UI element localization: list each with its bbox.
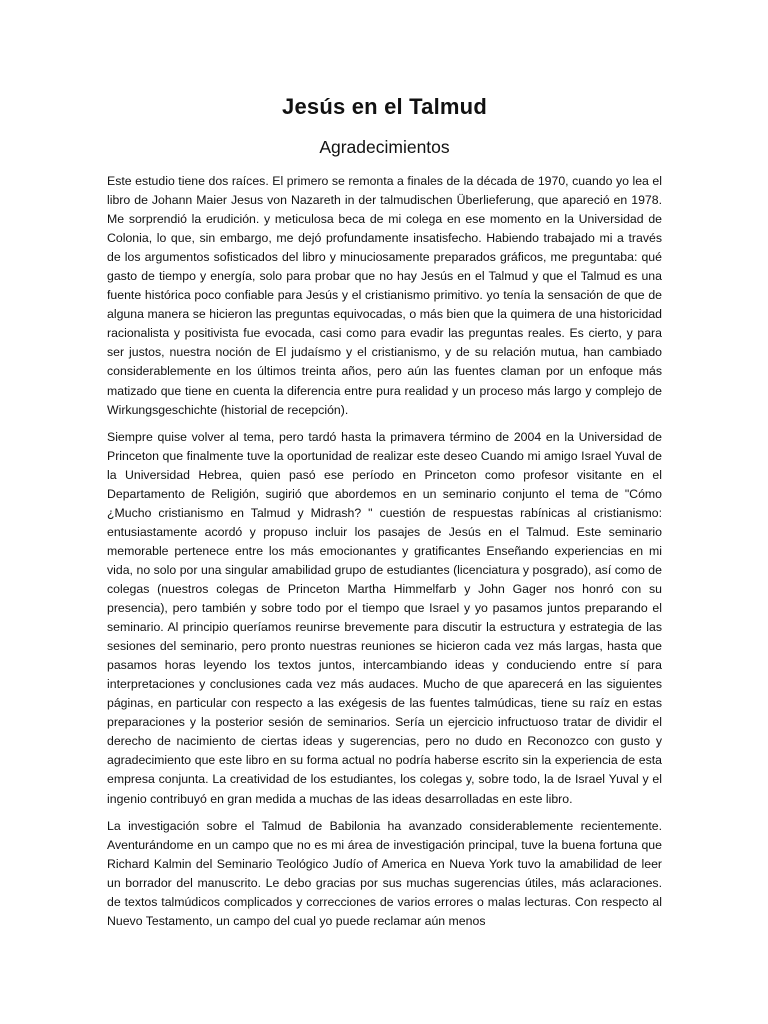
document-page (107, 92, 662, 931)
document-title: Jesús en el Talmud (282, 94, 487, 119)
paragraph-2: Siempre quise volver al tema, pero tardó hasta la primavera término de 2004 en la Universidad de Princeton que finalmente tuve la oportunidad de realizar este deseo Cuando mi amigo Israel Yuval de la Universidad Hebrea, quien pasó ese período en Princeton como profesor visitante en el Departamento de Religión, sugirió que abordemos en un seminario conjunto el tema de "Cómo ¿Mucho cristianismo en Talmud y Midrash? " cuestión de respuestas rabínicas al cristianismo: entusiastamente acordó y propuso incluir los pasajes de Jesús en el Talmud. Este seminario memorable pertenece entre los más emocionantes y gratificantes Enseñando experiencias en mi vida, no solo por una singular amabilidad grupo de estudiantes (licenciatura y posgrado), así como de colegas (nuestros colegas de Princeton Martha Himmelfarb y John Gager nos honró con su presencia), pero también y sobre todo por el tiempo que Israel y yo pasamos juntos preparando el seminario. Al principio queríamos reunirse brevemente para discutir la estructura y estrategia de las sesiones del seminario, pero pronto nuestras reuniones se hicieron cada vez más largas, hasta que pasamos horas leyendo los textos juntos, intercambiando ideas y conduciendo entre sí para interpretaciones y conclusiones cada vez más audaces. Mucho de que aparecerá en las siguientes páginas, en particular con respecto a las exégesis de las fuentes talmúdicas, tiene su raíz en estas preparaciones y la posterior sesión de seminarios. Sería un ejercicio infructuoso tratar de dividir el derecho de nacimiento de ciertas ideas y sugerencias, pero no dudo en Reconozco con gusto y agradecimiento que este libro en su forma actual no podría haberse escrito sin la experiencia de esta empresa conjunta. La creatividad de los estudiantes, los colegas y, sobre todo, la de Israel Yuval y el ingenio contribuyó en gran medida a muchas de las ideas desarrolladas en este libro. (107, 429, 662, 806)
paragraph-1: Este estudio tiene dos raíces. El primero se remonta a finales de la década de 1970, cuando yo lea el libro de Johann Maier Jesus von Nazareth in der talmudischen Überlieferung, que apareció en 1978. Me sorprendió la erudición. y meticulosa beca de mi colega en ese momento en la Universidad de Colonia, lo que, sin embargo, me dejó profundamente insatisfecho. Habiendo trabajado mi a través de los argumentos sofisticados del libro y minuciosamente preparados gráficos, me preguntaba: qué gasto de tiempo y energía, solo para probar que no hay Jesús en el Talmud y que el Talmud es una fuente histórica poco confiable para Jesús y el cristianismo primitivo. yo tenía la sensación de que de alguna manera se hicieron las preguntas equivocadas, o más bien que la quimera de una historicidad racionalista y positivista fue evocada, casi como para evadir las preguntas reales. Es cierto, y para ser justos, nuestra noción de El judaísmo y el cristianismo, y de su relación mutua, han cambiado considerablemente en los últimos treinta años, pero aún las fuentes claman por un enfoque más matizado que tiene en cuenta la diferencia entre pura realidad y un proceso más largo y complejo de Wirkungsgeschichte (historial de recepción). (107, 174, 662, 417)
paragraph-3: La investigación sobre el Talmud de Babilonia ha avanzado considerablemente recientemente. Aventurándome en un campo que no es mi área de investigación principal, tuve la buena fortuna que Richard Kalmin del Seminario Teológico Judío of America en Nueva York tuvo la amabilidad de leer un borrador del manuscrito. Le debo gracias por sus muchas sugerencias útiles, más aclaraciones. de textos talmúdicos complicados y correcciones de varios errores o malas lecturas. Con respecto al Nuevo Testamento, un campo del cual yo puede reclamar aún menos (107, 818, 662, 928)
section-heading: Agradecimientos (319, 137, 450, 157)
